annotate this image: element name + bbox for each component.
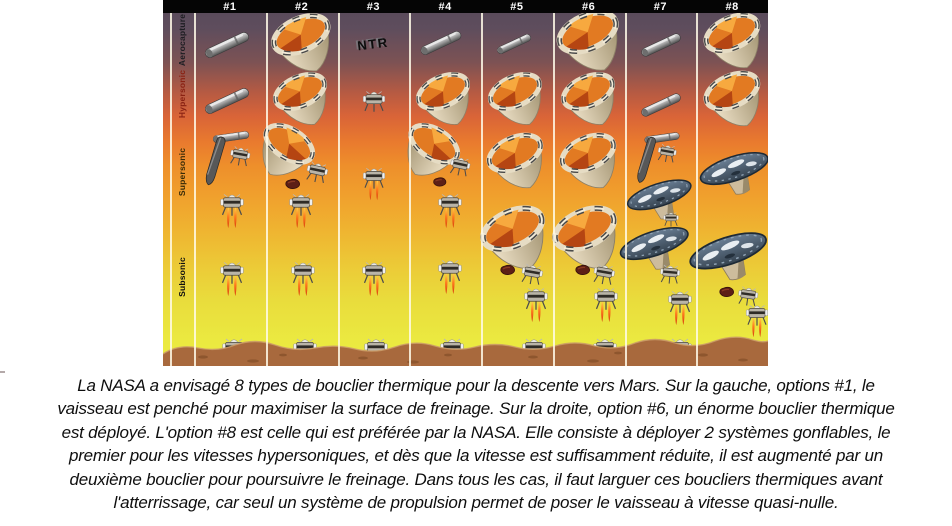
caption-line: deuxième bouclier pour poursuivre le freinage. Dans tous les cas, il faut larguer ces boucliers thermiques avant	[69, 469, 883, 489]
icon-inflatable-cone-shield	[485, 66, 549, 134]
icon-inflatable-cone-shield	[556, 126, 623, 197]
icon-lander-thrusting	[290, 260, 317, 300]
column-divider	[338, 13, 340, 366]
icon-lander	[303, 159, 331, 186]
icon-lander-thrusting	[593, 286, 620, 326]
column-header-4: #4	[438, 0, 452, 13]
caption-line: l'atterrissage, car seul un système de propulsion permet de poser le vaisseau à vitesse quasi-nulle.	[113, 493, 839, 513]
icon-inflatable-cone-shield	[558, 66, 622, 134]
icon-inflatable-disc-shield	[697, 148, 768, 199]
caption-line: est déployé. L'option #8 est celle qui est préférée par la NASA. Elle consiste à déployer 2 systèmes gonflables, le	[61, 422, 891, 442]
icon-lander	[518, 261, 545, 287]
caption-line: vaisseau est penché pour maximiser la surface de freinage. Sur la droite, option #6, un énorme bouclier thermique	[57, 399, 895, 419]
icon-inflatable-cone-shield	[700, 64, 767, 135]
icon-inflatable-cone-shield	[483, 126, 550, 197]
icon-lander-thrusting	[437, 192, 464, 232]
row-label-subsonic: Subsonic	[177, 257, 187, 297]
column-header-7: #7	[653, 0, 667, 13]
row-label-supersonic: Supersonic	[177, 147, 187, 197]
icon-lander-thrusting	[361, 260, 388, 300]
column-divider	[553, 13, 555, 366]
artifact-dot	[0, 371, 5, 373]
column-header-2: #2	[295, 0, 309, 13]
column-divider	[266, 13, 268, 366]
caption-text	[0, 374, 952, 514]
caption-line: premier pour les vitesses hypersoniques, et dès que la vitesse est suffisamment réduite, il est augmenté par un	[68, 446, 884, 466]
icon-shield-fragment	[499, 263, 517, 277]
icon-lander-thrusting	[361, 166, 386, 204]
icon-shield-fragment	[718, 285, 736, 299]
row-label-aerocapture: Aerocapture	[177, 13, 187, 67]
icon-biconic-vehicle	[638, 90, 684, 120]
column-header-5: #5	[510, 0, 524, 13]
icon-inflatable-disc-shield	[617, 223, 694, 274]
column-header-3: #3	[366, 0, 380, 13]
icon-lander-thrusting	[523, 286, 550, 326]
column-divider	[625, 13, 627, 366]
icon-lander-thrusting	[437, 258, 464, 298]
column-divider	[194, 13, 196, 366]
icon-biconic-vehicle	[638, 30, 684, 60]
icon-lander-thrusting	[667, 289, 694, 329]
column-header-1: #1	[223, 0, 237, 13]
icon-lander	[447, 153, 473, 178]
column-header-bar	[163, 0, 768, 13]
column-divider	[409, 13, 411, 366]
column-divider	[696, 13, 698, 366]
icon-lander	[227, 144, 253, 168]
column-header-8: #8	[725, 0, 739, 13]
column-divider	[170, 13, 172, 366]
ntr-label: NTR	[356, 34, 390, 54]
icon-shield-fragment	[284, 177, 302, 191]
terrain	[163, 328, 768, 366]
icon-lander	[361, 89, 386, 112]
mars-edl-diagram	[163, 0, 768, 366]
row-label-hypersonic: Hypersonic	[177, 69, 187, 119]
icon-lander-thrusting	[219, 260, 246, 300]
icon-lander-thrusting	[219, 192, 246, 232]
icon-lander	[590, 261, 617, 287]
icon-lander-thrusting	[288, 192, 315, 232]
icon-shield-fragment	[574, 263, 592, 277]
icon-biconic-vehicle	[201, 28, 252, 62]
column-header-6: #6	[582, 0, 596, 13]
caption-line: La NASA a envisagé 8 types de bouclier thermique pour la descente vers Mars. Sur la gauche, options #1, le	[77, 376, 875, 395]
icon-biconic-vehicle	[201, 84, 252, 118]
icon-biconic-vehicle	[494, 31, 533, 57]
icon-lander	[658, 263, 682, 286]
icon-vehicle-fragment	[200, 134, 229, 189]
icon-inflatable-disc-shield	[624, 176, 696, 224]
column-divider	[481, 13, 483, 366]
icon-biconic-vehicle	[417, 27, 464, 58]
icon-shield-fragment	[432, 176, 448, 189]
icon-lander	[655, 142, 679, 165]
